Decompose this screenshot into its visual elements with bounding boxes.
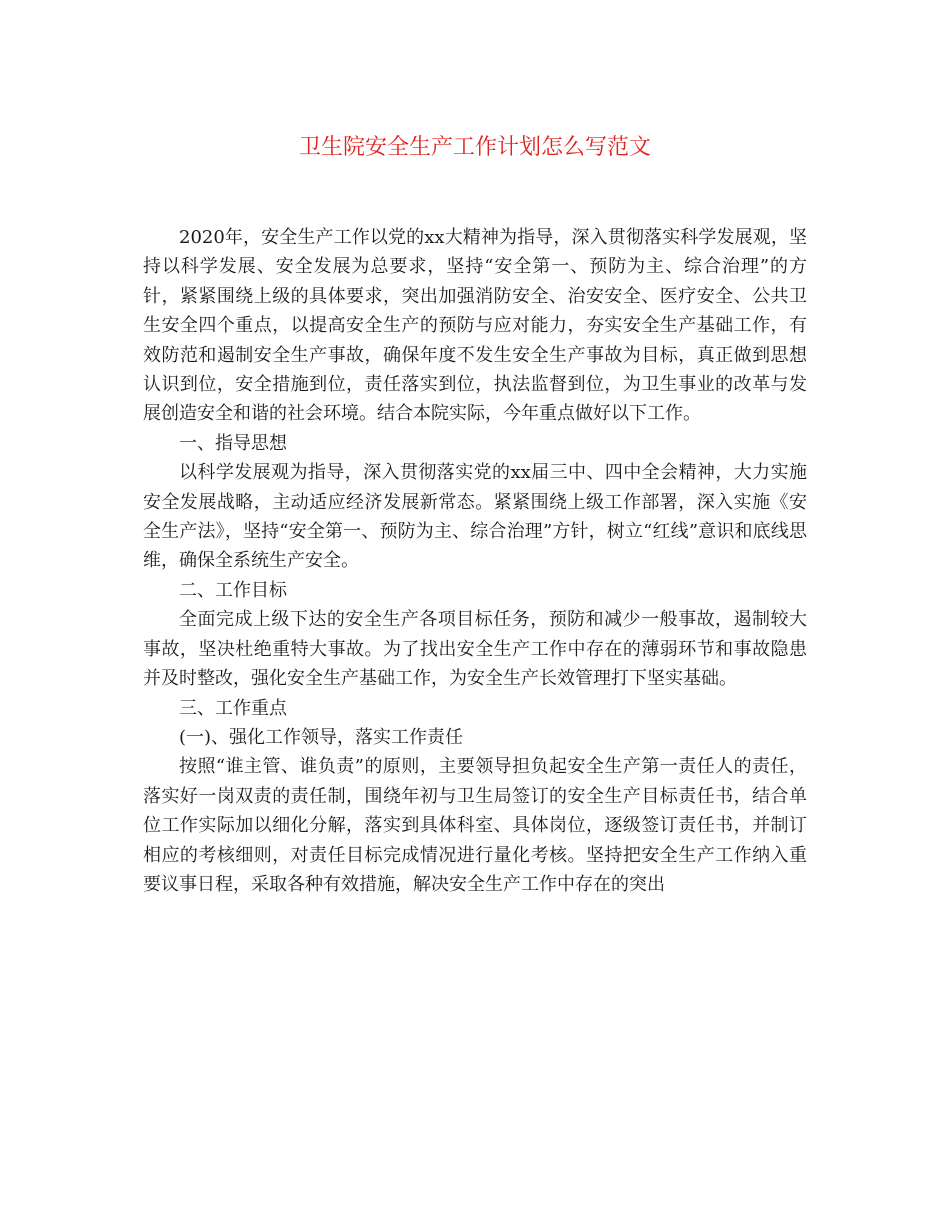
heading-work-goals: 二、工作目标 <box>179 579 287 601</box>
heading-work-focus: 三、工作重点 <box>179 697 287 719</box>
heading-guiding-ideology: 一、指导思想 <box>179 432 287 454</box>
paragraph-guiding-ideology: 以科学发展观为指导，深入贯彻落实党的xx届三中、四中全会精神，大力实施安全发展战略，主动适应经济发展新常态。紧紧围绕上级工作部署，深入实施《安全生产法》，坚持“安全第一、预防为主、综合治理”方针，树立“红线”意识和底线思维，确保全系统生产安全。 <box>143 462 807 572</box>
paragraph-work-goals: 全面完成上级下达的安全生产各项目标任务，预防和减少一般事故，遏制较大事故，坚决杜绝重特大事故。为了找出安全生产工作中存在的薄弱环节和事故隐患并及时整改，强化安全生产基础工作，为安全生产长效管理打下坚实基础。 <box>143 609 807 690</box>
subheading-leadership: (一)、强化工作领导，落实工作责任 <box>179 726 464 748</box>
paragraph-intro: 2020年，安全生产工作以党的xx大精神为指导，深入贯彻落实科学发展观，坚持以科学发展、安全发展为总要求，坚持“安全第一、预防为主、综合治理”的方针，紧紧围绕上级的具体要求，突出加强消防安全、治安安全、医疗安全、公共卫生安全四个重点，以提高安全生产的预防与应对能力，夯实安全生产基础工作，有效防范和遏制安全生产事故，确保年度不发生安全生产事故为目标，真正做到思想认识到位，安全措施到位，责任落实到位，执法监督到位，为卫生事业的改革与发展创造安全和谐的社会环境。结合本院实际，今年重点做好以下工作。 <box>143 227 807 425</box>
document-body <box>143 223 807 899</box>
document-title: 卫生院安全生产工作计划怎么写范文 <box>298 135 651 160</box>
paragraph-leadership: 按照“谁主管、谁负责”的原则，主要领导担负起安全生产第一责任人的责任，落实好一岗双责的责任制，围绕年初与卫生局签订的安全生产目标责任书，结合单位工作实际加以细化分解，落实到具体科室、具体岗位，逐级签订责任书，并制订相应的考核细则，对责任目标完成情况进行量化考核。坚持把安全生产工作纳入重要议事日程，采取各种有效措施，解决安全生产工作中存在的突出 <box>143 756 807 895</box>
